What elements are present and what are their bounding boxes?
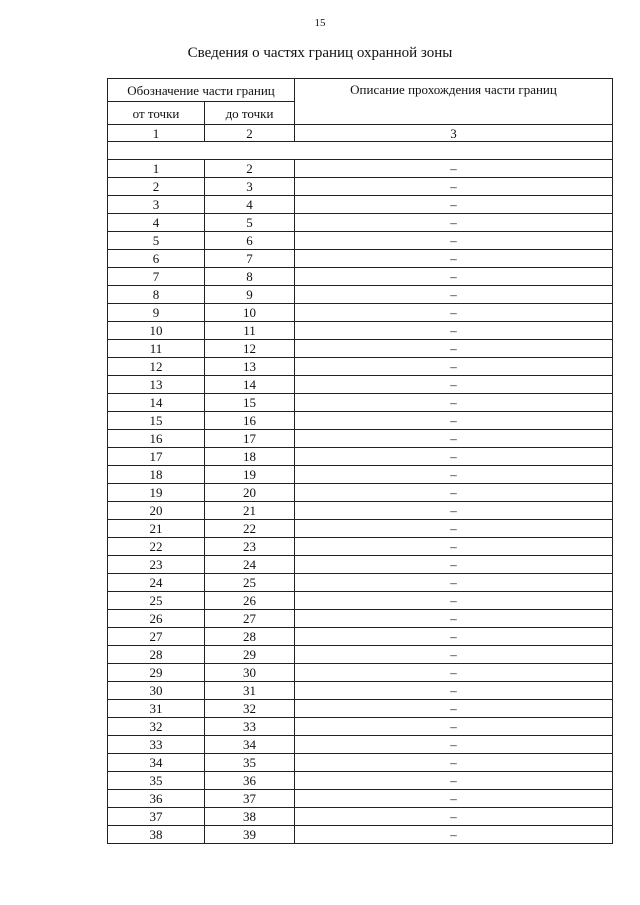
boundary-parts-table: [107, 78, 613, 844]
cell-to-point: 31: [205, 682, 295, 700]
cell-description: –: [295, 196, 613, 214]
table-row: [108, 772, 613, 790]
cell-description: –: [295, 358, 613, 376]
cell-description: –: [295, 430, 613, 448]
cell-description: –: [295, 538, 613, 556]
cell-description: –: [295, 412, 613, 430]
cell-from-point: 2: [108, 178, 205, 196]
cell-description: –: [295, 772, 613, 790]
cell-description: –: [295, 646, 613, 664]
table-row: [108, 664, 613, 682]
cell-from-point: 37: [108, 808, 205, 826]
cell-description: –: [295, 178, 613, 196]
cell-from-point: 28: [108, 646, 205, 664]
table-row: [108, 826, 613, 844]
header-to-point: до точки: [205, 102, 295, 125]
cell-description: –: [295, 808, 613, 826]
cell-to-point: 23: [205, 538, 295, 556]
cell-from-point: 8: [108, 286, 205, 304]
cell-description: –: [295, 340, 613, 358]
column-number-3: 3: [295, 125, 613, 142]
table-row: [108, 286, 613, 304]
cell-from-point: 35: [108, 772, 205, 790]
table-row: [108, 304, 613, 322]
table-row: [108, 268, 613, 286]
cell-from-point: 13: [108, 376, 205, 394]
table-row: [108, 502, 613, 520]
cell-to-point: 6: [205, 232, 295, 250]
cell-from-point: 36: [108, 790, 205, 808]
cell-from-point: 12: [108, 358, 205, 376]
cell-description: –: [295, 214, 613, 232]
table-row: [108, 646, 613, 664]
cell-from-point: 4: [108, 214, 205, 232]
table-row: [108, 790, 613, 808]
table-row: [108, 592, 613, 610]
cell-description: –: [295, 592, 613, 610]
cell-from-point: 15: [108, 412, 205, 430]
table-row: [108, 574, 613, 592]
table-row: [108, 556, 613, 574]
cell-description: –: [295, 286, 613, 304]
cell-description: –: [295, 628, 613, 646]
table-row: [108, 250, 613, 268]
cell-description: –: [295, 754, 613, 772]
table-row: [108, 718, 613, 736]
table-row: [108, 394, 613, 412]
cell-to-point: 13: [205, 358, 295, 376]
cell-description: –: [295, 520, 613, 538]
table-row: [108, 214, 613, 232]
cell-from-point: 11: [108, 340, 205, 358]
cell-description: –: [295, 502, 613, 520]
cell-from-point: 5: [108, 232, 205, 250]
cell-from-point: 21: [108, 520, 205, 538]
table-row: [108, 520, 613, 538]
column-number-2: 2: [205, 125, 295, 142]
table-row: [108, 340, 613, 358]
cell-to-point: 9: [205, 286, 295, 304]
cell-description: –: [295, 826, 613, 844]
cell-from-point: 27: [108, 628, 205, 646]
cell-to-point: 28: [205, 628, 295, 646]
table-row: [108, 160, 613, 178]
cell-description: –: [295, 790, 613, 808]
table-row: [108, 178, 613, 196]
section-row: [108, 142, 613, 160]
cell-to-point: 27: [205, 610, 295, 628]
cell-from-point: 30: [108, 682, 205, 700]
cell-to-point: 18: [205, 448, 295, 466]
cell-description: –: [295, 700, 613, 718]
cell-from-point: 22: [108, 538, 205, 556]
table-row: [108, 736, 613, 754]
page-number: 15: [314, 17, 326, 29]
cell-description: –: [295, 394, 613, 412]
cell-from-point: 26: [108, 610, 205, 628]
cell-description: –: [295, 322, 613, 340]
cell-from-point: 14: [108, 394, 205, 412]
cell-description: –: [295, 448, 613, 466]
cell-to-point: 29: [205, 646, 295, 664]
cell-to-point: 8: [205, 268, 295, 286]
table-row: [108, 358, 613, 376]
header-description: Описание прохождения части границ: [295, 79, 613, 125]
cell-to-point: 33: [205, 718, 295, 736]
table-row: [108, 538, 613, 556]
cell-from-point: 29: [108, 664, 205, 682]
cell-to-point: 17: [205, 430, 295, 448]
cell-description: –: [295, 268, 613, 286]
cell-to-point: 38: [205, 808, 295, 826]
document-title: Сведения о частях границ охранной зоны: [187, 45, 453, 61]
cell-description: –: [295, 610, 613, 628]
table-row: [108, 628, 613, 646]
cell-from-point: 32: [108, 718, 205, 736]
cell-to-point: 15: [205, 394, 295, 412]
table-row: [108, 196, 613, 214]
cell-description: –: [295, 664, 613, 682]
cell-description: –: [295, 160, 613, 178]
cell-description: –: [295, 376, 613, 394]
header-boundary-designation: Обозначение части границ: [108, 79, 295, 102]
table-row: [108, 808, 613, 826]
cell-to-point: 7: [205, 250, 295, 268]
cell-description: –: [295, 466, 613, 484]
section-label: [108, 142, 613, 160]
cell-description: –: [295, 682, 613, 700]
cell-to-point: 36: [205, 772, 295, 790]
cell-from-point: 25: [108, 592, 205, 610]
cell-from-point: 34: [108, 754, 205, 772]
cell-from-point: 23: [108, 556, 205, 574]
cell-from-point: 33: [108, 736, 205, 754]
cell-description: –: [295, 718, 613, 736]
table-row: [108, 412, 613, 430]
table-row: [108, 754, 613, 772]
cell-from-point: 9: [108, 304, 205, 322]
table-row: [108, 682, 613, 700]
table-row: [108, 232, 613, 250]
cell-to-point: 24: [205, 556, 295, 574]
cell-from-point: 31: [108, 700, 205, 718]
cell-to-point: 16: [205, 412, 295, 430]
cell-to-point: 32: [205, 700, 295, 718]
cell-from-point: 20: [108, 502, 205, 520]
cell-to-point: 26: [205, 592, 295, 610]
cell-to-point: 14: [205, 376, 295, 394]
cell-to-point: 3: [205, 178, 295, 196]
table-row: [108, 610, 613, 628]
table-row: [108, 700, 613, 718]
cell-from-point: 1: [108, 160, 205, 178]
cell-to-point: 25: [205, 574, 295, 592]
cell-to-point: 11: [205, 322, 295, 340]
cell-to-point: 20: [205, 484, 295, 502]
table-row: [108, 376, 613, 394]
cell-to-point: 37: [205, 790, 295, 808]
cell-from-point: 19: [108, 484, 205, 502]
cell-from-point: 6: [108, 250, 205, 268]
cell-description: –: [295, 250, 613, 268]
cell-to-point: 30: [205, 664, 295, 682]
cell-to-point: 2: [205, 160, 295, 178]
cell-to-point: 12: [205, 340, 295, 358]
table-row: [108, 322, 613, 340]
cell-to-point: 4: [205, 196, 295, 214]
table-row: [108, 466, 613, 484]
cell-description: –: [295, 574, 613, 592]
cell-to-point: 34: [205, 736, 295, 754]
cell-from-point: 17: [108, 448, 205, 466]
cell-to-point: 19: [205, 466, 295, 484]
table-row: [108, 484, 613, 502]
header-row-group: [108, 79, 613, 102]
cell-from-point: 16: [108, 430, 205, 448]
cell-to-point: 10: [205, 304, 295, 322]
table-row: [108, 430, 613, 448]
cell-description: –: [295, 304, 613, 322]
cell-description: –: [295, 232, 613, 250]
cell-description: –: [295, 556, 613, 574]
cell-description: –: [295, 484, 613, 502]
cell-from-point: 38: [108, 826, 205, 844]
cell-from-point: 7: [108, 268, 205, 286]
cell-to-point: 5: [205, 214, 295, 232]
cell-from-point: 24: [108, 574, 205, 592]
cell-description: –: [295, 736, 613, 754]
column-number-row: [108, 125, 613, 142]
cell-to-point: 35: [205, 754, 295, 772]
cell-from-point: 10: [108, 322, 205, 340]
cell-to-point: 21: [205, 502, 295, 520]
table-row: [108, 448, 613, 466]
cell-from-point: 3: [108, 196, 205, 214]
header-from-point: от точки: [108, 102, 205, 125]
cell-to-point: 22: [205, 520, 295, 538]
column-number-1: 1: [108, 125, 205, 142]
cell-from-point: 18: [108, 466, 205, 484]
cell-to-point: 39: [205, 826, 295, 844]
